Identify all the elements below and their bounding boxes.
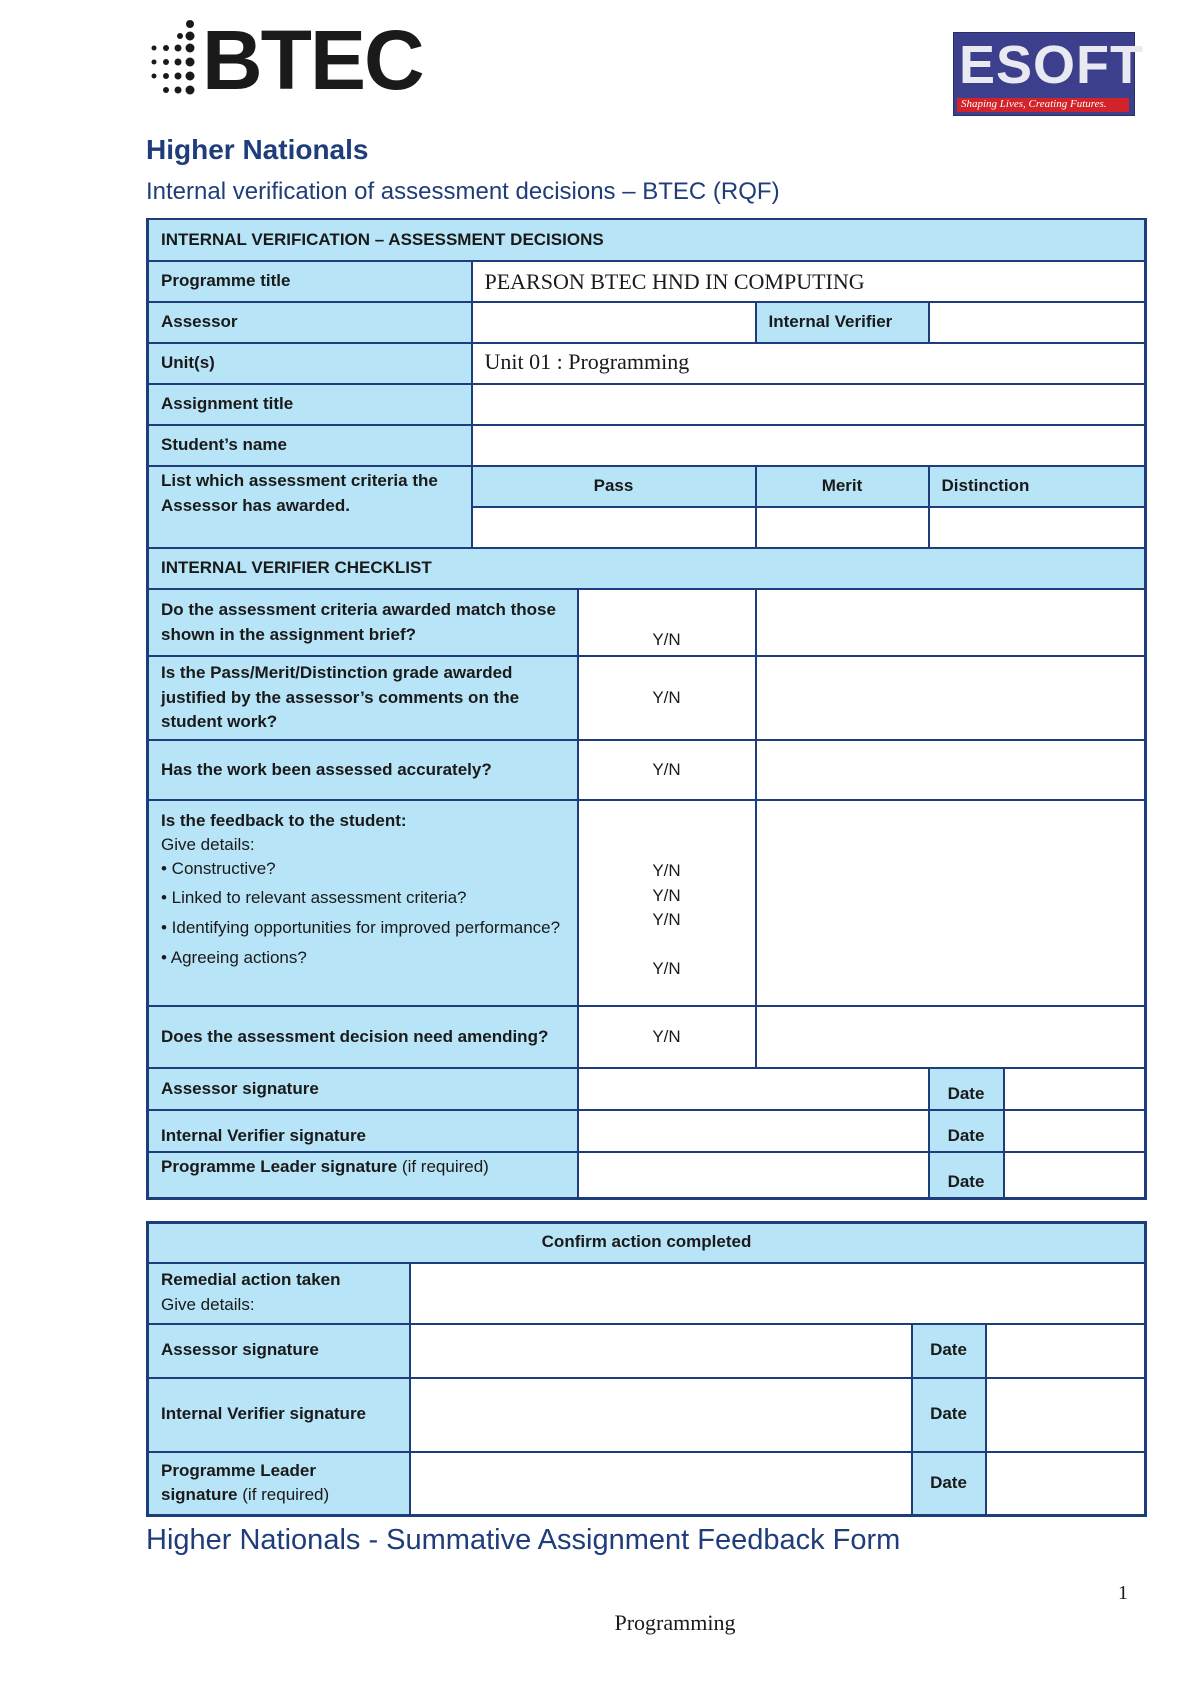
assessor-date-label: Date [929, 1068, 1004, 1110]
pass-header: Pass [472, 466, 756, 507]
confirm-pl-date-field[interactable] [986, 1452, 1146, 1516]
checklist-q3-yn[interactable]: Y/N [578, 740, 756, 800]
merit-header: Merit [756, 466, 929, 507]
checklist-q4-bullet-identifying: • Identifying opportunities for improved performance? [161, 918, 561, 938]
checklist-q4 [148, 800, 578, 1006]
iv-date-field[interactable] [1004, 1110, 1146, 1152]
checklist-q5-comment[interactable] [756, 1006, 1146, 1068]
decisions-heading: INTERNAL VERIFICATION – ASSESSMENT DECISIONS [148, 219, 1146, 261]
remedial-label [148, 1263, 410, 1324]
checklist-q4-yn-linked[interactable]: Y/N [652, 885, 681, 905]
units-field[interactable]: Unit 01 : Programming [472, 343, 1146, 384]
feedback-form-title: Higher Nationals - Summative Assignment Feedback Form [146, 1524, 901, 1556]
distinction-criteria-field[interactable] [929, 507, 1146, 548]
internal-verifier-label: Internal Verifier [756, 302, 929, 343]
assignment-title-field[interactable] [472, 384, 1146, 425]
btec-logo [146, 13, 436, 110]
assessor-signature-label: Assessor signature [148, 1068, 578, 1110]
checklist-q2-yn[interactable]: Y/N [578, 656, 756, 740]
checklist-q4-bullet-agreeing: • Agreeing actions? [161, 947, 307, 967]
internal-verifier-field[interactable] [929, 302, 1146, 343]
remedial-label-text: Remedial action taken [161, 1270, 341, 1290]
btec-wordmark: BTEC [202, 13, 423, 107]
esoft-tagline: Shaping Lives, Creating Futures. [961, 98, 1107, 110]
criteria-label: List which assessment criteria the Assessor has awarded. [148, 466, 472, 548]
running-footer: Programming [614, 1610, 736, 1635]
checklist-q4-bullet-linked: • Linked to relevant assessment criteria? [161, 888, 467, 908]
confirm-pl-if-required: (if required) [237, 1485, 330, 1505]
student-name-label: Student’s name [148, 425, 472, 466]
pl-signature-text: Programme Leader signature [161, 1157, 398, 1176]
checklist-q4-yn-identifying[interactable]: Y/N [652, 910, 681, 930]
confirm-action-table [146, 1221, 1147, 1517]
checklist-q4-hint: Give details: [161, 834, 255, 854]
confirm-assessor-date-field[interactable] [986, 1324, 1146, 1378]
programme-title-label: Programme title [148, 261, 472, 302]
checklist-q3: Has the work been assessed accurately? [148, 740, 578, 800]
checklist-q4-yn-constructive[interactable]: Y/N [652, 861, 681, 880]
checklist-q3-comment[interactable] [756, 740, 1146, 800]
remedial-field[interactable] [410, 1263, 1146, 1324]
iv-signature-field[interactable] [578, 1110, 929, 1152]
checklist-q4-yn-group [578, 800, 756, 1006]
confirm-assessor-signature-label: Assessor signature [148, 1324, 410, 1378]
merit-criteria-field[interactable] [756, 507, 929, 548]
assessor-date-field[interactable] [1004, 1068, 1146, 1110]
pl-signature-label [148, 1152, 578, 1198]
esoft-logo [953, 32, 1145, 114]
checklist-q1-comment[interactable] [756, 589, 1146, 656]
iv-date-label: Date [929, 1110, 1004, 1152]
iv-signature-label: Internal Verifier signature [148, 1110, 578, 1152]
confirm-pl-date-label: Date [912, 1452, 986, 1516]
pass-criteria-field[interactable] [472, 507, 756, 548]
checklist-q4-yn-agreeing[interactable]: Y/N [652, 958, 681, 978]
checklist-q1-yn[interactable]: Y/N [578, 589, 756, 656]
units-label: Unit(s) [148, 343, 472, 384]
remedial-hint: Give details: [161, 1295, 255, 1314]
assessor-signature-field[interactable] [578, 1068, 929, 1110]
page-number: 1 [1118, 1582, 1128, 1604]
assessor-label: Assessor [148, 302, 472, 343]
pl-date-label: Date [929, 1152, 1004, 1198]
page-title: Higher Nationals [146, 134, 369, 165]
student-name-field[interactable] [472, 425, 1146, 466]
pl-signature-field[interactable] [578, 1152, 929, 1198]
distinction-header: Distinction [929, 466, 1146, 507]
esoft-wordmark: ESOFT [959, 35, 1145, 95]
pl-date-field[interactable] [1004, 1152, 1146, 1198]
pl-if-required: (if required) [397, 1157, 489, 1176]
checklist-q5: Does the assessment decision need amending? [148, 1006, 578, 1068]
confirm-assessor-date-label: Date [912, 1324, 986, 1378]
assignment-title-label: Assignment title [148, 384, 472, 425]
confirm-iv-date-field[interactable] [986, 1378, 1146, 1452]
page-subtitle: Internal verification of assessment decisions – BTEC (RQF) [146, 178, 780, 205]
checklist-q5-yn[interactable]: Y/N [578, 1006, 756, 1068]
checklist-q1: Do the assessment criteria awarded match those shown in the assignment brief? [148, 589, 578, 656]
confirm-iv-signature-field[interactable] [410, 1378, 912, 1452]
checklist-q2-comment[interactable] [756, 656, 1146, 740]
confirm-assessor-signature-field[interactable] [410, 1324, 912, 1378]
checklist-q4-bullet-constructive: • Constructive? [161, 858, 276, 878]
confirm-iv-signature-label: Internal Verifier signature [148, 1378, 410, 1452]
confirm-iv-date-label: Date [912, 1378, 986, 1452]
programme-title-field[interactable]: PEARSON BTEC HND IN COMPUTING [472, 261, 1146, 302]
confirm-pl-signature-text: Programme Leader signature [161, 1460, 316, 1505]
verification-table [146, 218, 1147, 1200]
confirm-pl-signature-label [148, 1452, 410, 1516]
confirm-heading: Confirm action completed [148, 1223, 1146, 1263]
checklist-heading: INTERNAL VERIFIER CHECKLIST [148, 548, 1146, 589]
checklist-q4-comment[interactable] [756, 800, 1146, 1006]
confirm-pl-signature-field[interactable] [410, 1452, 912, 1516]
checklist-q2: Is the Pass/Merit/Distinction grade awarded justified by the assessor’s comments on the student work? [148, 656, 578, 740]
assessor-field[interactable] [472, 302, 756, 343]
checklist-q4-question: Is the feedback to the student: [161, 811, 407, 830]
